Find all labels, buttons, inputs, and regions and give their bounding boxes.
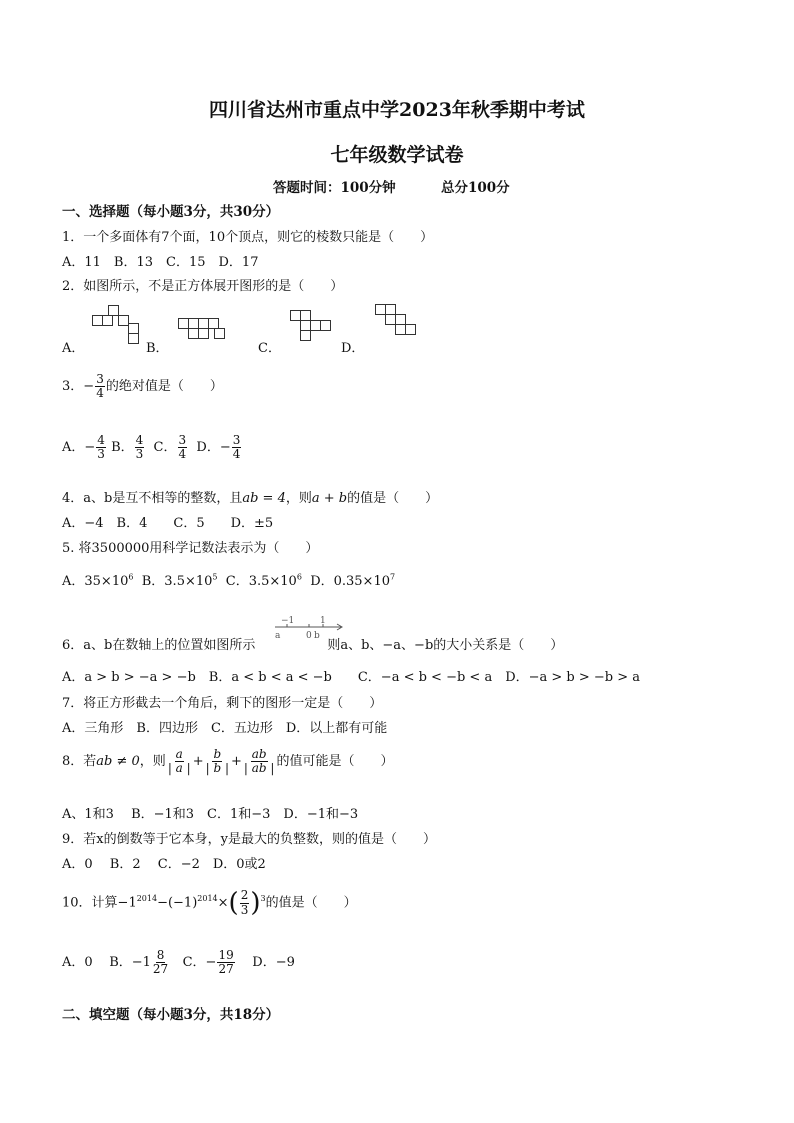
option-b-label: B． xyxy=(146,341,169,356)
question-6: 6．a、b在数轴上的位置如图所示 则a、b、−a、−b的大小关系是（ ） xyxy=(62,638,564,653)
axis-label-a: a xyxy=(275,631,281,640)
number-line-figure xyxy=(273,614,345,640)
option-d-label: D． xyxy=(341,341,365,356)
question-10: 10．计算$-1^{2014}-(-1)^{2014}\times$( $\frac{2}{3}$ )$^3$的值是（ ） xyxy=(62,888,357,918)
option-a-label: A． xyxy=(62,341,85,356)
axis-label-one: 1 xyxy=(320,616,326,626)
question-4-options: A．−4 B．4 C．5 D．±5 xyxy=(62,516,274,531)
axis-label-b: b xyxy=(314,631,320,640)
axis-label-minus-one: −1 xyxy=(281,616,295,626)
question-7: 7．将正方形截去一个角后，剩下的图形一定是（ ） xyxy=(62,696,383,711)
exam-time: 答题时间：100分钟 xyxy=(273,180,396,196)
question-5: 5. 将3500000用科学记数法表示为（ ） xyxy=(62,541,319,556)
exam-subtitle: 七年级数学试卷 xyxy=(330,144,464,166)
exam-score: 总分100分 xyxy=(441,180,510,196)
question-8-options: A、1和3 B．−1和3 C．1和−3 D．−1和−3 xyxy=(62,807,359,822)
section-heading-fill: 二、填空题（每小题3分，共18分） xyxy=(62,1007,280,1023)
question-5-options: A．$35\times 10^6$ B．$3.5\times 10^5$ C．$3.5\times 10^6$ D．$0.35\times 10^7$ xyxy=(62,572,396,589)
question-6-options: A．a > b > −a > −b B．a < b < a < −b C．−a < b < −b < a D．−a > b > −b > a xyxy=(62,670,641,685)
question-10-options: A．0 B．−1 $\frac{8}{27}$ C．− $\frac{19}{27}$ D．−9 xyxy=(62,948,295,977)
section-heading-choice: 一、选择题（每小题3分，共30分） xyxy=(62,204,280,220)
question-1: 1．一个多面体有7个面，10个顶点，则它的棱数只能是（ ） xyxy=(62,230,434,245)
question-1-options: A．11 B．13 C．15 D．17 xyxy=(62,255,259,270)
question-7-options: A．三角形 B．四边形 C．五边形 D．以上都有可能 xyxy=(62,721,388,736)
question-2: 2．如图所示，不是正方体展开图形的是（ ） xyxy=(62,279,344,294)
axis-label-zero: 0 xyxy=(306,631,312,640)
exam-title: 四川省达州市重点中学2023年秋季期中考试 xyxy=(209,99,585,121)
question-9: 9．若x的倒数等于它本身，y是最大的负整数，则的值是（ ） xyxy=(62,832,436,847)
question-3: 3．− $\frac{3}{4}$ 的绝对值是（ ） xyxy=(62,372,223,401)
question-3-options: A．− $\frac{4}{3}$ B． $\frac{4}{3}$ C． $\frac{3}{4}$ D．− $\frac{3}{4}$ xyxy=(62,433,241,462)
question-9-options: A．0 B．2 C．−2 D．0或2 xyxy=(62,857,266,872)
question-8: 8．若ab ≠ 0，则 $\frac{a}{| a |}$ + $\frac{b}{| b |}$ + $\frac{ab}{| ab |}$ 的值可能是（ ） xyxy=(62,747,394,776)
question-4: 4．a、b是互不相等的整数，且ab = 4，则a + b的值是（ ） xyxy=(62,491,439,506)
option-c-label: C． xyxy=(258,341,281,356)
